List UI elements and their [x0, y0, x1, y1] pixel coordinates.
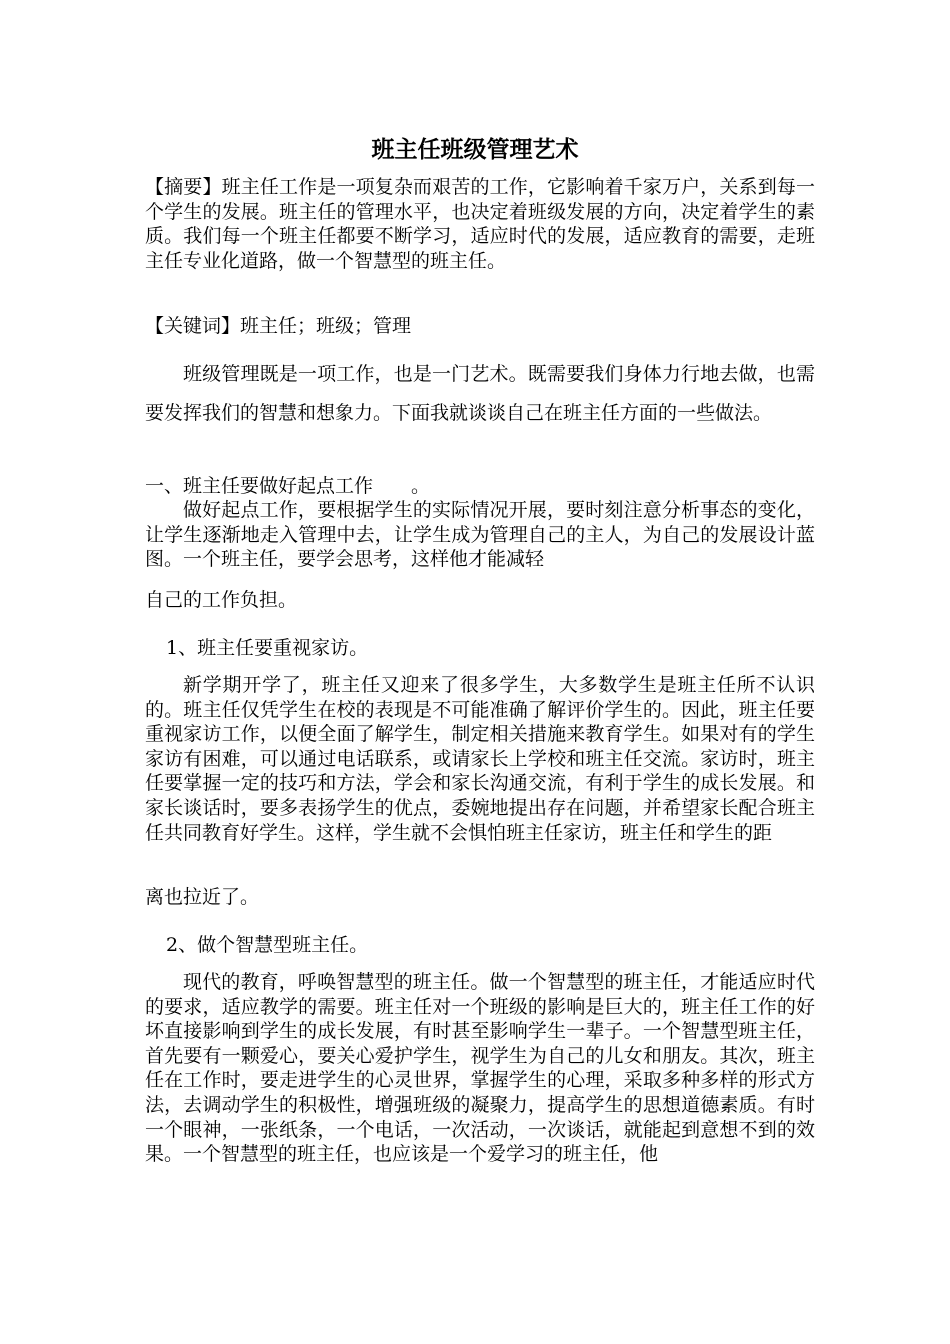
subsection-heading-1: 1、班主任要重视家访。 [166, 637, 369, 659]
subsection-heading-2: 2、做个智慧型班主任。 [166, 934, 369, 956]
intro-paragraph: 班级管理既是一项工作，也是一门艺术。既需要我们身体力行地去做，也需要发挥我们的智慧和想象力。下面我就谈谈自己在班主任方面的一些做法。 [145, 363, 815, 424]
subsection-2-paragraph: 现代的教育，呼唤智慧型的班主任。做一个智慧型的班主任，才能适应时代的要求，适应教学的需要。班主任对一个班级的影响是巨大的，班主任工作的好坏直接影响到学生的成长发展，有时甚至影响学生一辈子。一个智慧型班主任，首先要有一颗爱心，要关心爱护学生，视学生为自己的儿女和朋友。其次，班主任在工作时，要走进学生的心灵世界，掌握学生的心理，采取多种多样的形式方法，去调动学生的积极性，增强班级的凝聚力，提高学生的思想道德素质。有时一个眼神，一张纸条，一个电话，一次活动，一次谈话，就能起到意想不到的效果。一个智慧型的班主任，也应该是一个爱学习的班主任，他 [145, 971, 815, 1166]
section-1-paragraph-tail: 自己的工作负担。 [145, 589, 298, 611]
document-title: 班主任班级管理艺术 [371, 137, 579, 163]
section-1-paragraph: 做好起点工作，要根据学生的实际情况开展，要时刻注意分析事态的变化，让学生逐渐地走入管理中去，让学生成为管理自己的主人，为自己的发展设计蓝图。一个班主任，要学会思考，这样他才能减轻 [145, 499, 815, 571]
subsection-1-paragraph-tail: 离也拉近了。 [145, 886, 260, 908]
abstract-paragraph: 【摘要】班主任工作是一项复杂而艰苦的工作，它影响着千家万户，关系到每一个学生的发展。班主任的管理水平，也决定着班级发展的方向，决定着学生的素质。我们每一个班主任都要不断学习，适应时代的发展，适应教育的需要，走班主任专业化道路，做一个智慧型的班主任。 [145, 176, 815, 272]
subsection-1-paragraph: 新学期开学了，班主任又迎来了很多学生，大多数学生是班主任所不认识的。班主任仅凭学生在校的表现是不可能准确了解评价学生的。因此，班主任要重视家访工作，以便全面了解学生，制定相关措施来教育学生。如果对有的学生家访有困难，可以通过电话联系，或请家长上学校和班主任交流。家访时，班主任要掌握一定的技巧和方法，学会和家长沟通交流，有利于学生的成长发展。和家长谈话时，要多表扬学生的优点，委婉地提出存在问题，并希望家长配合班主任共同教育好学生。这样，学生就不会惧怕班主任家访，班主任和学生的距 [145, 674, 815, 844]
section-heading-1: 一、班主任要做好起点工作 。 [145, 475, 431, 497]
keywords-line: 【关键词】班主任；班级；管理 [145, 315, 412, 337]
